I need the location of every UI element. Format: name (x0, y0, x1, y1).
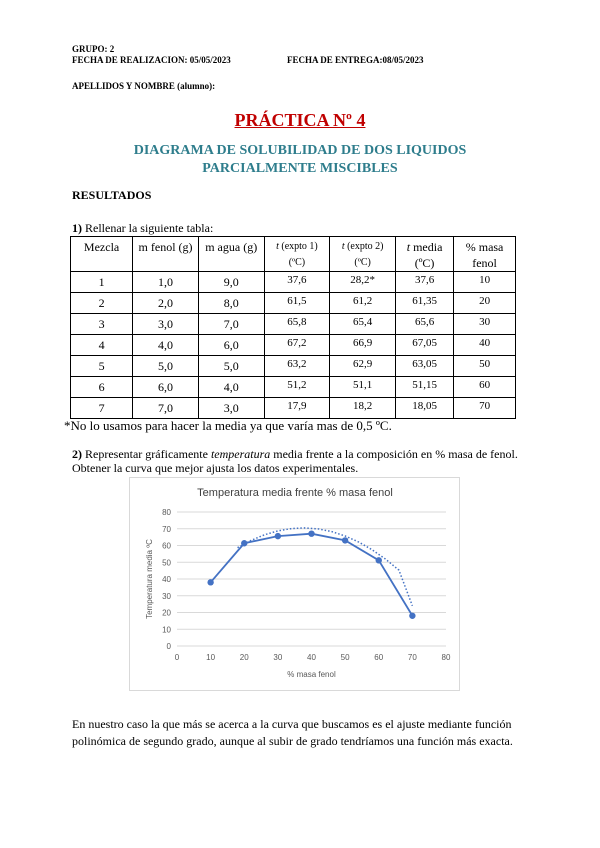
y-tick-label: 60 (162, 541, 171, 551)
question-1-text: Rellenar la siguiente tabla: (82, 221, 214, 235)
y-tick-label: 30 (162, 591, 171, 601)
table-cell-agua: 5,0 (198, 356, 264, 377)
question-2-number: 2) (72, 447, 82, 461)
data-point (207, 579, 213, 585)
table-cell-t1: 67,2 (264, 335, 330, 356)
table-cell-tm: 65,6 (396, 314, 454, 335)
table-cell-fenol: 5,0 (133, 356, 199, 377)
header-t-media (396, 237, 454, 272)
table-cell-t1: 65,8 (264, 314, 330, 335)
table-cell-tm: 61,35 (396, 293, 454, 314)
x-tick-label: 60 (374, 653, 384, 662)
table-cell-pct: 20 (454, 293, 516, 314)
y-tick-label: 10 (162, 625, 171, 635)
x-tick-label: 80 (441, 653, 451, 662)
temperature-chart (130, 478, 461, 692)
header-tm-symbol: t (406, 240, 411, 254)
table-cell-agua: 3,0 (198, 398, 264, 419)
y-tick-label: 40 (162, 575, 171, 584)
header-pct-line2: fenol (472, 256, 497, 270)
y-tick-label: 0 (166, 642, 171, 651)
x-tick-label: 70 (407, 653, 417, 662)
table-cell-mezcla: 1 (71, 272, 133, 293)
table-cell-t2: 61,2 (330, 293, 396, 314)
table-cell-tm: 18,05 (396, 398, 454, 419)
data-point (241, 540, 247, 546)
table-cell-t2: 62,9 (330, 356, 396, 377)
table-cell-t1: 51,2 (264, 377, 330, 398)
question-2-italic: temperatura (210, 447, 271, 461)
table-cell-fenol: 7,0 (133, 398, 199, 419)
data-point (376, 557, 382, 563)
table-cell-fenol: 4,0 (133, 335, 199, 356)
table-row (71, 314, 516, 335)
table-cell-pct: 60 (454, 377, 516, 398)
group-label: GRUPO: 2 (72, 44, 115, 54)
header-t1-unit: (ºC) (288, 257, 306, 268)
table-cell-agua: 8,0 (198, 293, 264, 314)
table-cell-fenol: 2,0 (133, 293, 199, 314)
table-cell-mezcla: 7 (71, 398, 133, 419)
table-cell-mezcla: 2 (71, 293, 133, 314)
header-t2-unit: (ºC) (354, 257, 371, 268)
header-tm-text: media (410, 240, 443, 254)
chart-title: Temperatura media frente % masa fenol (197, 487, 393, 499)
table-cell-pct: 50 (454, 356, 516, 377)
question-1 (72, 221, 213, 236)
question-2-text-a: Representar gráficamente (82, 447, 211, 461)
header-t1 (264, 237, 330, 272)
question-1-number: 1) (72, 221, 82, 235)
x-tick-label: 0 (174, 653, 180, 662)
header-pct-fenol (454, 237, 516, 272)
page-title: PRÁCTICA Nº 4 (234, 110, 366, 130)
y-axis-label: Temperatura media ºC (145, 539, 154, 619)
header-m-fenol: m fenol (g) (133, 237, 199, 272)
header-t1-symbol: t (276, 241, 279, 252)
table-cell-pct: 30 (454, 314, 516, 335)
table-cell-fenol: 3,0 (133, 314, 199, 335)
footnote: *No lo usamos para hacer la media ya que varía mas de 0,5 ºC. (64, 418, 392, 433)
table-cell-t2: 66,9 (330, 335, 396, 356)
delivery-date: FECHA DE ENTREGA:08/05/2023 (287, 55, 424, 65)
table-cell-t1: 37,6 (264, 272, 330, 293)
table-cell-t2: 51,1 (330, 377, 396, 398)
data-series-line (211, 534, 413, 616)
x-tick-label: 10 (206, 653, 216, 662)
question-2-line-1 (72, 447, 518, 462)
header-mezcla: Mezcla (71, 237, 133, 272)
table-cell-t1: 17,9 (264, 398, 330, 419)
table-cell-agua: 9,0 (198, 272, 264, 293)
table-cell-fenol: 1,0 (133, 272, 199, 293)
y-tick-label: 80 (162, 508, 171, 517)
table-cell-tm: 63,05 (396, 356, 454, 377)
student-name-label: APELLIDOS Y NOMBRE (alumno): (72, 81, 216, 91)
table-cell-tm: 67,05 (396, 335, 454, 356)
table-cell-t2: 28,2* (330, 272, 396, 293)
table-cell-agua: 7,0 (198, 314, 264, 335)
table-cell-agua: 4,0 (198, 377, 264, 398)
table-row (71, 377, 516, 398)
header-m-agua: m agua (g) (198, 237, 264, 272)
y-tick-label: 20 (162, 608, 171, 618)
header-t2-text: (expto 2) (344, 241, 384, 252)
table-row (71, 293, 516, 314)
table-cell-pct: 40 (454, 335, 516, 356)
x-tick-label: 50 (340, 653, 350, 662)
realization-date: FECHA DE REALIZACION: 05/05/2023 (72, 55, 231, 65)
table-row (71, 335, 516, 356)
chart-container (129, 477, 460, 691)
table-header-row (71, 237, 516, 272)
table-cell-mezcla: 4 (71, 335, 133, 356)
data-point (409, 613, 415, 619)
conclusion-line-1: En nuestro caso la que más se acerca a la curva que buscamos es el ajuste mediante función (72, 717, 512, 731)
table-cell-pct: 10 (454, 272, 516, 293)
table-cell-t2: 65,4 (330, 314, 396, 335)
subtitle-line-2: PARCIALMENTE MISCIBLES (202, 161, 398, 176)
subtitle-line-1: DIAGRAMA DE SOLUBILIDAD DE DOS LIQUIDOS (133, 143, 467, 158)
x-tick-label: 40 (307, 653, 316, 662)
table-cell-mezcla: 3 (71, 314, 133, 335)
conclusion-line-2: polinómica de segundo grado, aunque al subir de grado tendríamos una función más exacta. (72, 734, 513, 748)
table-row (71, 356, 516, 377)
table-row (71, 398, 516, 419)
x-tick-label: 30 (273, 653, 283, 662)
table-cell-mezcla: 5 (71, 356, 133, 377)
y-tick-label: 50 (162, 558, 171, 568)
data-point (308, 530, 314, 536)
x-tick-label: 20 (239, 653, 249, 662)
table-cell-agua: 6,0 (198, 335, 264, 356)
table-cell-t1: 61,5 (264, 293, 330, 314)
y-tick-label: 70 (162, 524, 171, 534)
header-pct-line1: % masa (465, 240, 504, 254)
header-t2-symbol: t (341, 241, 345, 252)
table-row (71, 272, 516, 293)
table-cell-pct: 70 (454, 398, 516, 419)
question-2-line-2: Obtener la curva que mejor ajusta los datos experimentales. (72, 461, 359, 475)
table-cell-fenol: 6,0 (133, 377, 199, 398)
header-t2 (330, 237, 396, 272)
question-2-text-b: media frente a la composición en % masa de fenol. (270, 447, 518, 461)
data-point (342, 537, 348, 543)
table-cell-mezcla: 6 (71, 377, 133, 398)
x-axis-label: % masa fenol (287, 670, 336, 679)
data-point (275, 533, 281, 539)
header-tm-unit: (ºC) (414, 256, 435, 270)
table-cell-t1: 63,2 (264, 356, 330, 377)
header-t1-text: (expto 1) (278, 241, 318, 252)
results-heading: RESULTADOS (72, 188, 152, 202)
table-cell-t2: 18,2 (330, 398, 396, 419)
table-cell-tm: 37,6 (396, 272, 454, 293)
results-table (70, 236, 516, 419)
table-cell-tm: 51,15 (396, 377, 454, 398)
